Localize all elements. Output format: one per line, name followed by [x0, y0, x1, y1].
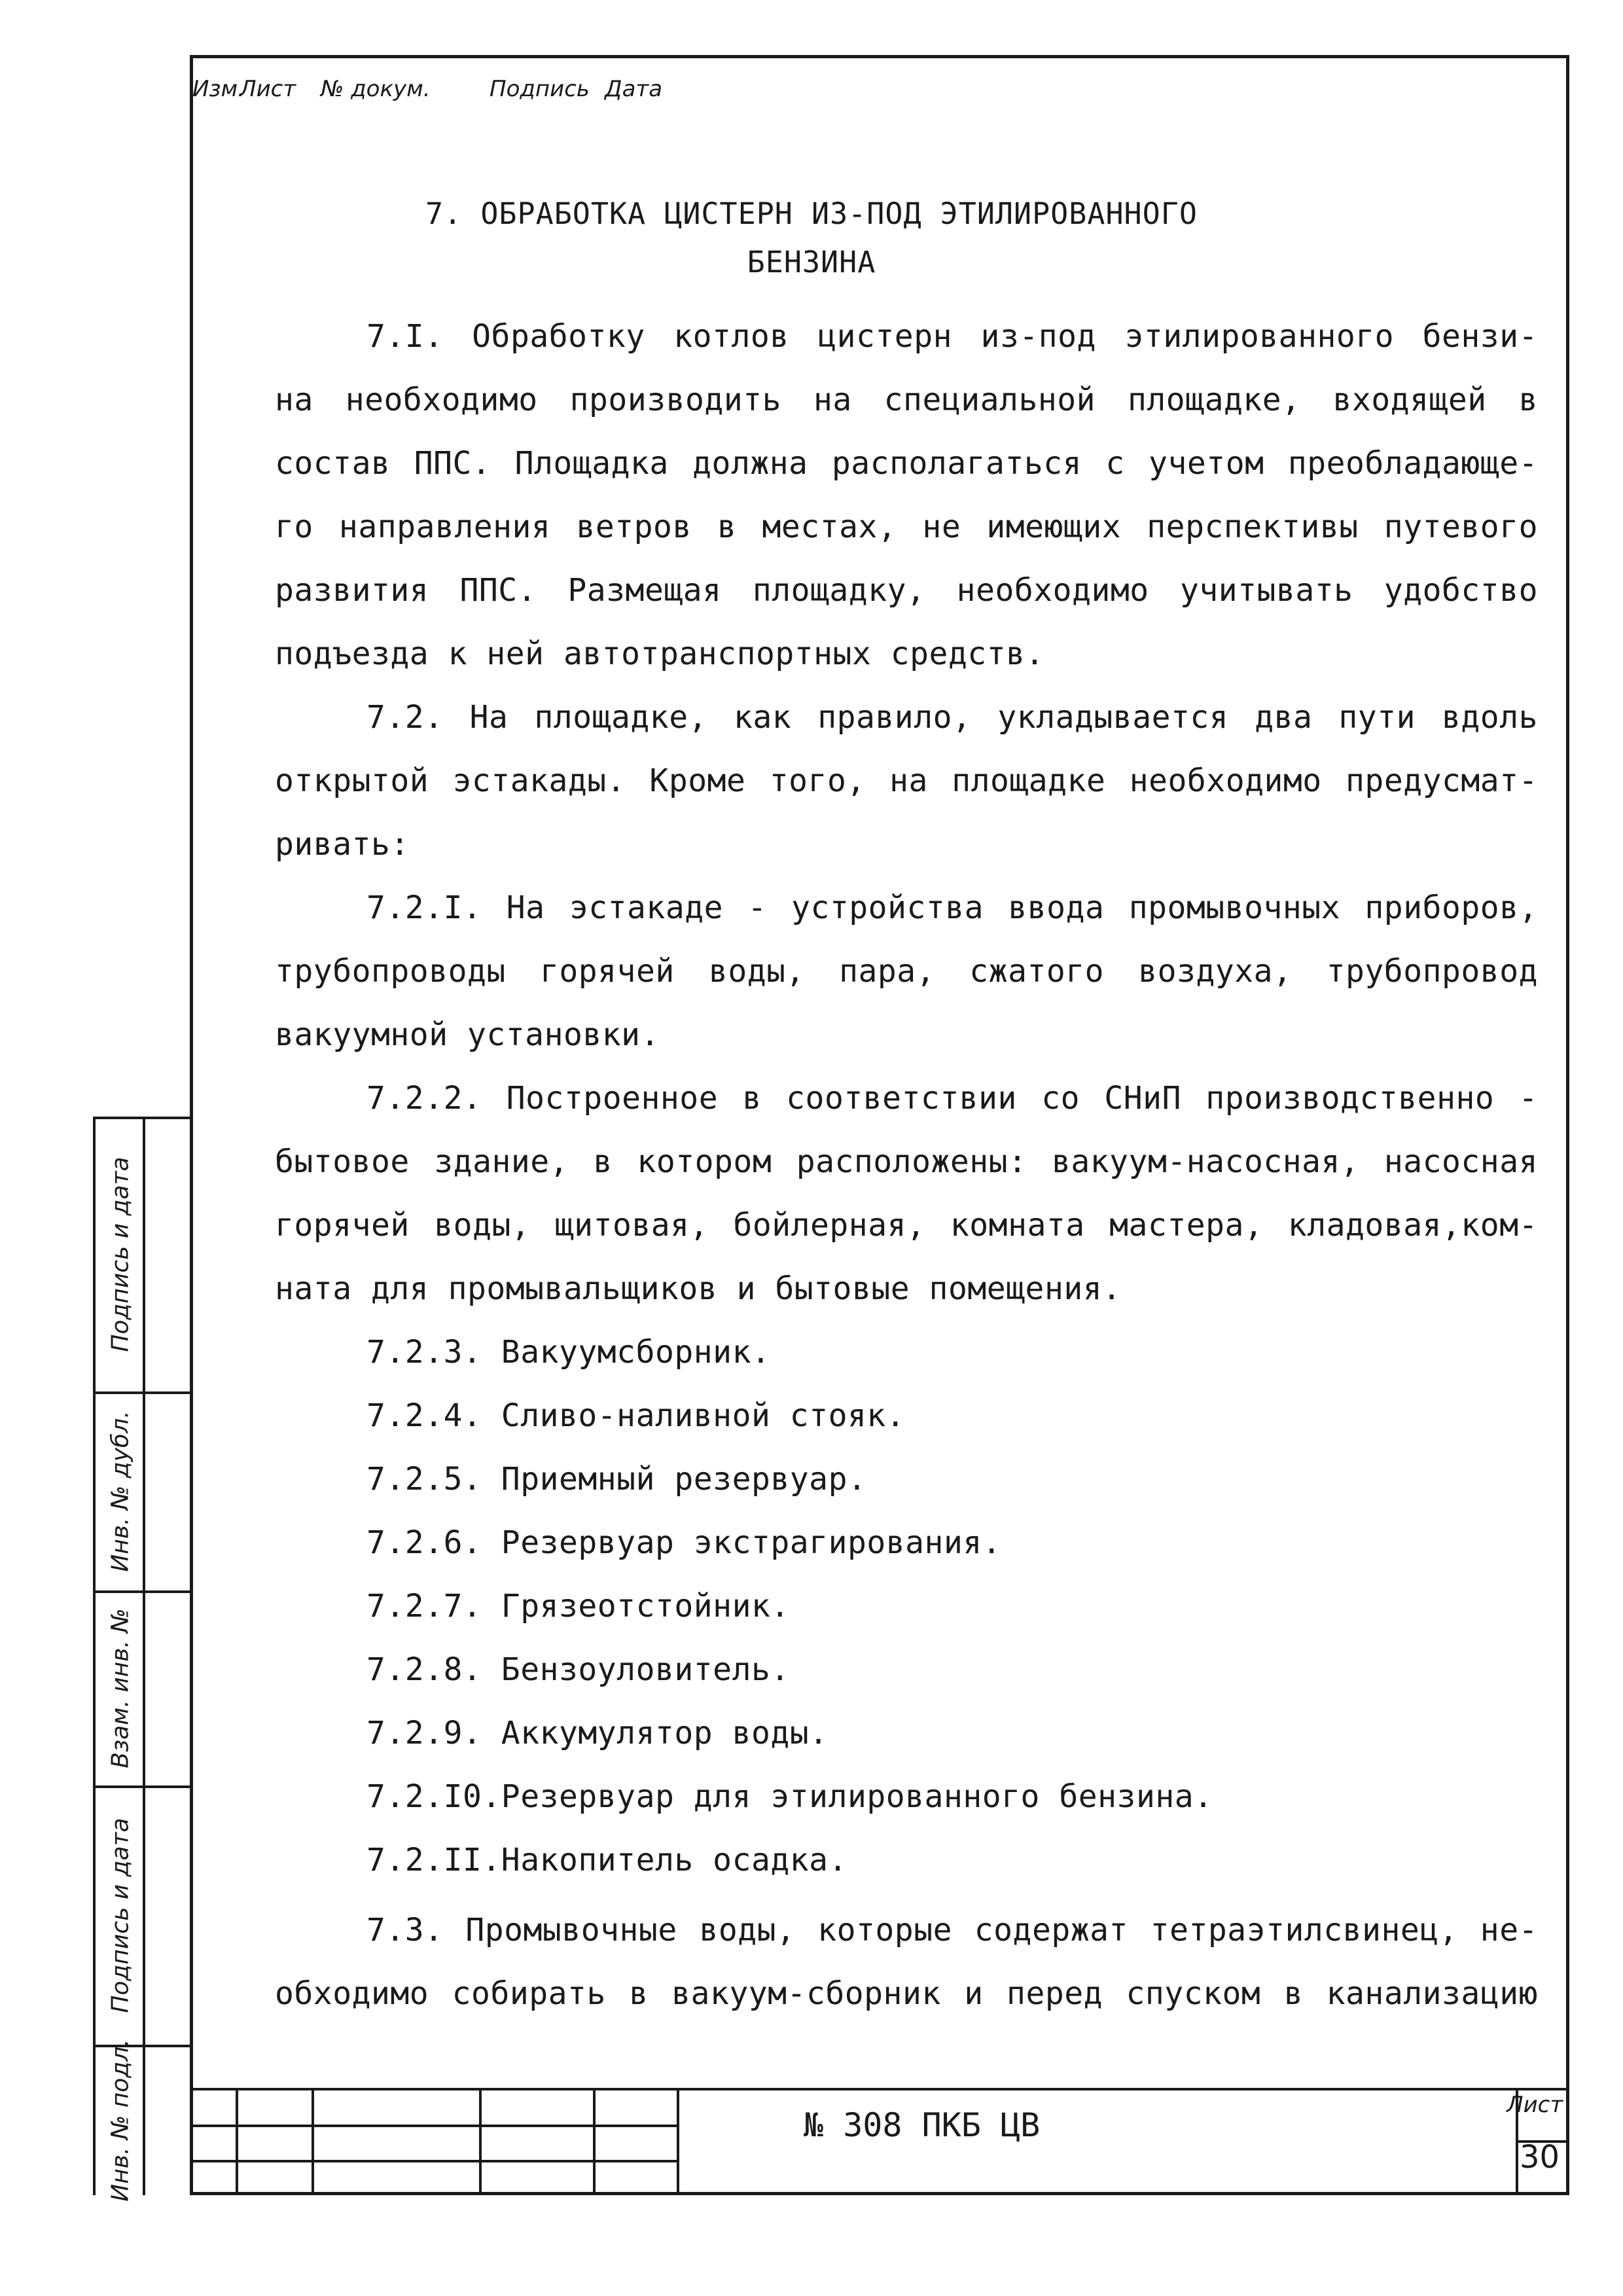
col-sheet-caption: Лист [240, 76, 296, 102]
text-line: 7.2.I. На эстакаде - устройства ввода промывочных приборов, [366, 889, 1538, 926]
side-stamp-repl-inv: Взам. инв. № [107, 1607, 134, 1768]
text-line: го направления ветров в местах, не имеющих перспективы путевого [275, 509, 1538, 545]
col-date-caption: Дата [605, 76, 663, 102]
text-line: трубопроводы горячей воды, пара, сжатого воздуха, трубопровод [275, 953, 1538, 990]
text-line: развития ППС. Размещая площадку, необходимо учитывать удобство [275, 572, 1538, 609]
list-item: 7.2.I0.Резервуар для этилированного бензина. [366, 1778, 1213, 1815]
list-item: 7.2.8. Бензоуловитель. [366, 1651, 790, 1688]
col-change-caption: Изм. [192, 76, 245, 102]
side-stamp-divider [143, 1117, 145, 2195]
text-line: 7.2.2. Построенное в соответствии со СНиП производственно - [366, 1080, 1538, 1117]
side-stamp-sign-date: Подпись и дата [107, 1156, 134, 1352]
text-line: бытовое здание, в котором расположены: вакуум-насосная, насосная [275, 1143, 1538, 1180]
title-block-divider [677, 2088, 679, 2195]
text-line: обходимо собирать в вакуум-сборник и перед спуском в канализацию [275, 1975, 1538, 2012]
list-item: 7.2.9. Аккумулятор воды. [366, 1715, 829, 1751]
list-item: 7.2.II.Накопитель осадка. [366, 1842, 847, 1878]
text-line: 7.I. Обработку котлов цистерн из-под этилированного бензи- [366, 318, 1538, 355]
list-item: 7.2.5. Приемный резервуар. [366, 1461, 867, 1498]
text-line: состав ППС. Площадка должна располагаться с учетом преобладающе- [275, 445, 1538, 482]
col-doc-caption: № докум. [321, 76, 431, 102]
title-block-divider [593, 2088, 596, 2195]
side-stamp [93, 1117, 192, 2202]
text-line: 7.2. На площадке, как правило, укладывается два пути вдоль [366, 699, 1538, 736]
side-stamp-dup-inv: Инв. № дубл. [107, 1410, 134, 1572]
section-title-line-1: 7. ОБРАБОТКА ЦИСТЕРН ИЗ-ПОД ЭТИЛИРОВАННОГО [425, 196, 1198, 231]
text-line: подъезда к ней автотранспортных средств. [275, 636, 1044, 672]
col-sign-caption: Подпись [490, 76, 590, 102]
title-block-rule [190, 2160, 677, 2162]
text-line: горячей воды, щитовая, бойлерная, комната мастера, кладовая,ком- [275, 1207, 1538, 1244]
title-block-rule [190, 2088, 1569, 2090]
list-item: 7.2.4. Сливо-наливной стояк. [366, 1397, 906, 1434]
title-block-divider [236, 2088, 238, 2195]
text-line: ната для промывальщиков и бытовые помещения. [275, 1270, 1122, 1307]
title-block-divider [312, 2088, 314, 2195]
side-stamp-sign-date-2: Подпись и дата [107, 1817, 134, 2013]
text-line: 7.3. Промывочные воды, которые содержат тетраэтилсвинец, не- [366, 1912, 1538, 1948]
section-title-line-2: БЕНЗИНА [747, 245, 876, 279]
text-line: открытой эстакады. Кроме того, на площадке необходимо предусмат- [275, 762, 1538, 799]
sheet-caption: Лист [1507, 2092, 1563, 2118]
list-item: 7.2.6. Резервуар экстрагирования. [366, 1524, 1002, 1561]
side-stamp-orig-inv: Инв. № подл. [107, 2038, 134, 2202]
title-block-rule [190, 2125, 677, 2127]
text-line: ривать: [275, 826, 410, 863]
list-item: 7.2.3. Вакуумсборник. [366, 1334, 771, 1371]
list-item: 7.2.7. Грязеотстойник. [366, 1588, 790, 1624]
text-line: на необходимо производить на специальной площадке, входящей в [275, 382, 1538, 418]
sheet-number: 30 [1520, 2139, 1560, 2176]
title-block-divider [479, 2088, 482, 2195]
text-line: вакуумной установки. [275, 1016, 660, 1053]
document-number: № 308 ПКБ ЦВ [804, 2106, 1041, 2144]
